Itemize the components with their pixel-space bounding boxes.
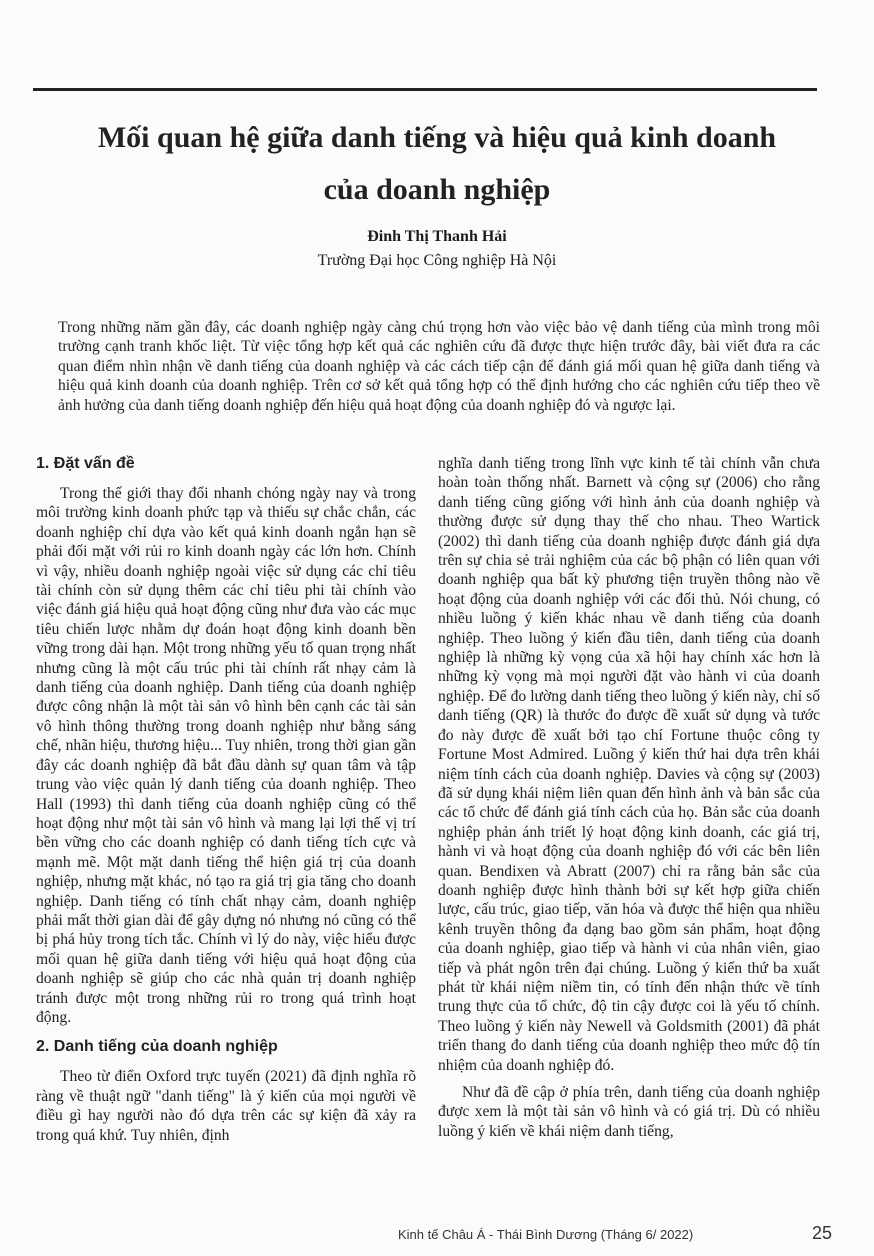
section-2-paragraph-2: Như đã đề cập ở phía trên, danh tiếng của doanh nghiệp được xem là một tài sản vô hình và có giá trị. Dù có nhiều luồng ý kiến về khái niệm danh tiếng, <box>438 1084 820 1140</box>
section-2-paragraph-continued: nghĩa danh tiếng trong lĩnh vực kinh tế tài chính vẫn chưa hoàn toàn thống nhất. Barnett và cộng sự (2006) cho rằng danh tiếng cũng giống với hình ảnh của doanh nghiệp và thường được sử dụng thay thế cho nhau. Theo Wartick (2002) thì danh tiếng của doanh nghiệp được đánh giá dựa trên sự chia sẻ trải nghiệm của các bộ phận có liên quan với doanh nghiệp qua bất kỳ phương tiện truyền thông nào về hoạt động của doanh nghiệp với các đối thủ. Nói chung, có nhiều luồng ý kiến khác nhau về danh tiếng của doanh nghiệp. Theo luồng ý kiến đầu tiên, danh tiếng của doanh nghiệp là những kỳ vọng của xã hội hay chính xác hơn là những kỳ vọng mà mọi người đặt vào hành vi của doanh nghiệp. Để đo lường danh tiếng theo luồng ý kiến này, chỉ số danh tiếng (QR) là thước đo được đề xuất sử dụng và tước đo này được đề xuất bởi tạo chí Fortune thuộc công ty Fortune Most Admired. Luồng ý kiến thứ hai dựa trên khái niệm tính cách của doanh nghiệp. Davies và cộng sự (2003) đã sử dụng khái niệm liên quan đến hình ảnh và bản sắc của các tổ chức để đánh giá tính cách của họ. Bản sắc của doanh nghiệp phản ánh triết lý hoạt động kinh doanh, các giá trị, hành vi và hoạt động của doanh nghiệp đó với các bên liên quan. Bendixen và Abratt (2007) chỉ ra rằng bản sắc của doanh nghiệp được hình thành bởi sự kết hợp giữa chiến lược, cấu trúc, giao tiếp, văn hóa và được thể hiện qua nhiều kênh truyền thông đa dạng bao gồm sản phẩm, hoạt động của doanh nghiệp, giao tiếp và hành vi của nhân viên, giao tiếp và phát ngôn trên đại chúng. Luồng ý kiến thứ ba xuất phát từ khái niệm niềm tin, có tính đến nhận thức về tính trung thực của tổ chức, độ tin cậy được coi là yếu tố chính. Theo luồng ý kiến này Newell và Goldsmith (2001) đã phát triển thang đo danh tiếng của doanh nghiệp theo mức độ tín nhiệm của doanh nghiệp đó. <box>438 455 820 1074</box>
journal-name: Kinh tế Châu Á - Thái Bình Dương (Tháng 6/ 2022) <box>398 1227 694 1242</box>
author-affiliation: Trường Đại học Công nghiệp Hà Nội <box>317 252 557 269</box>
page-number: 25 <box>812 1223 833 1243</box>
top-rule <box>33 88 817 91</box>
section-1-paragraph: Trong thế giới thay đổi nhanh chóng ngày nay và trong môi trường kinh doanh phức tạp và thiếu sự chắc chắn, các doanh nghiệp chỉ dựa vào kết quả kinh doanh ngắn hạn sẽ phải đối mặt với rủi ro kinh doanh ngày các lớn hơn. Chính vì vậy, nhiều doanh nghiệp ngoài việc sử dụng các chỉ tiêu tài chính còn sử dụng thêm các chỉ tiêu phi tài chính vào việc đánh giá hiệu quả hoạt động cũng như đưa vào các mục tiêu chiến lược nhằm dự đoán hoạt động kinh doanh bền vững trong dài hạn. Một trong những yếu tố quan trọng nhất nhưng cũng là một cấu trúc phi tài chính rất nhạy cảm là danh tiếng của doanh nghiệp. Danh tiếng của doanh nghiệp được công nhận là một tài sản vô hình bên cạnh các tài sản vô hình thông thường trong doanh nghiệp như bằng sáng chế, nhãn hiệu, thương hiệu... Tuy nhiên, trong thời gian gần đây các doanh nghiệp đã bắt đầu dành sự quan tâm và tập trung vào việc quản lý danh tiếng của doanh nghiệp. Theo Hall (1993) thì danh tiếng của doanh nghiệp cũng có thể hoạt động như một tài sản vô hình và mang lại lợi thế vị trí bền vững cho các doanh nghiệp có danh tiếng tích cực và mạnh mẽ. Một mặt danh tiếng thể hiện giá trị của doanh nghiệp, nhưng mặt khác, nó tạo ra giá trị gia tăng cho doanh nghiệp. Danh tiếng có tính chất nhạy cảm, doanh nghiệp phải mất thời gian dài để gây dựng nó nhưng nó cũng có thể bị phá hủy trong tích tắc. Chính vì lý do này, việc hiểu được mối quan hệ giữa danh tiếng với hiệu quả hoạt động của doanh nghiệp sẽ giúp cho các nhà quản trị doanh nghiệp tránh được một trong những rủi ro trong quá trình hoạt động. <box>36 485 416 1026</box>
title-line-1: Mối quan hệ giữa danh tiếng và hiệu quả kinh doanh <box>97 121 777 154</box>
abstract: Trong những năm gần đây, các doanh nghiệp ngày càng chú trọng hơn vào việc bảo vệ danh tiếng của mình trong môi trường cạnh tranh khốc liệt. Từ việc tổng hợp kết quả các nghiên cứu đã được thực hiện trước đây, bài viết đưa ra các quan điểm nhìn nhận về danh tiếng của doanh nghiệp và các cách tiếp cận để đánh giá mối quan hệ giữa danh tiếng và hiệu quả kinh doanh của doanh nghiệp. Trên cơ sở kết quả tổng hợp có thể định hướng cho các nghiên cứu tiếp theo về ảnh hưởng của danh tiếng doanh nghiệp đến hiệu quả hoạt động của doanh nghiệp đó và ngược lại. <box>58 319 820 414</box>
section-2-paragraph: Theo từ điển Oxford trực tuyến (2021) đã định nghĩa rõ ràng về thuật ngữ "danh tiếng" là ý kiến của mọi người về điều gì hay người nào đó dựa trên các sự kiện đã xảy ra trong quá khứ. Tuy nhiên, định <box>36 1068 416 1144</box>
page-footer <box>0 1221 874 1245</box>
left-column <box>36 454 416 1145</box>
section-2-heading: 2. Danh tiếng của doanh nghiệp <box>36 1038 278 1056</box>
right-column <box>438 454 820 1141</box>
article-title <box>30 112 844 216</box>
section-1-heading: 1. Đặt vấn đề <box>36 455 135 472</box>
title-line-2: của doanh nghiệp <box>323 173 551 206</box>
author-name: Đinh Thị Thanh Hải <box>367 228 507 245</box>
